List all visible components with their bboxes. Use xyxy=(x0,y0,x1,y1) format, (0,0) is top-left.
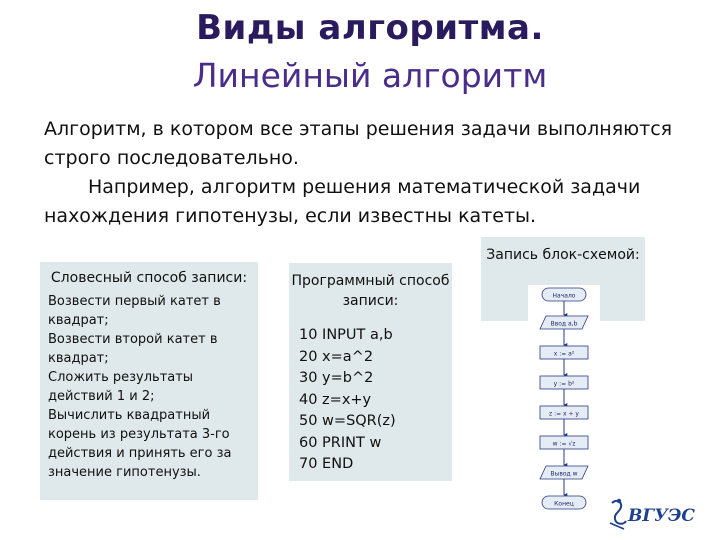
verbal-method-steps xyxy=(40,288,258,482)
blockscheme-header: Запись блок-схемой: xyxy=(486,247,640,263)
flow-block-label: y := b² xyxy=(553,380,575,388)
code-line: 20 x=a^2 xyxy=(299,348,374,365)
logo-emblem-icon xyxy=(610,499,626,529)
flow-block-label: Ввод a,b xyxy=(550,320,578,328)
verbal-step: Возвести первый катет в квадрат; xyxy=(48,294,221,328)
verbal-method-header: Словесный способ записи: xyxy=(50,270,248,286)
verbal-step: Вычислить квадратный корень из результата 3-го действия и принять его за значение гипотенузы. xyxy=(48,408,232,480)
program-method-header: Программный способ записи: xyxy=(291,273,450,309)
flow-block-label: z := x + y xyxy=(549,410,579,418)
flow-block-label: Вывод w xyxy=(550,470,578,478)
verbal-step: Возвести второй катет в квадрат; xyxy=(48,332,218,366)
slide-subtitle: Линейный алгоритм xyxy=(192,56,548,95)
program-method-box xyxy=(289,263,452,481)
intro-text xyxy=(44,115,684,231)
code-line: 30 y=b^2 xyxy=(299,370,374,386)
flowchart xyxy=(528,285,600,521)
code-line: 40 z=x+y xyxy=(299,391,372,408)
verbal-method-box xyxy=(40,262,258,500)
logo-text: ВГУЭС xyxy=(628,506,695,526)
intro-example: Например, алгоритм решения математической задачи нахождения гипотенузы, если известны катеты. xyxy=(44,176,641,227)
flow-block-label: w := √z xyxy=(552,440,576,448)
code-line: 50 w=SQR(z) xyxy=(299,413,396,429)
flow-block-label: Начало xyxy=(552,292,576,300)
code-line: 60 PRINT w xyxy=(299,434,382,451)
code-line: 70 END xyxy=(299,456,354,472)
code-line: 10 INPUT a,b xyxy=(299,327,393,343)
verbal-step: Сложить результаты действий 1 и 2; xyxy=(48,370,194,404)
slide-title: Виды алгоритма. xyxy=(196,8,544,48)
flow-block-label: x := a² xyxy=(553,350,575,358)
program-code xyxy=(299,325,452,476)
intro-definition: Алгоритм, в котором все этапы решения задачи выполняются строго последовательно. xyxy=(44,118,673,169)
university-logo xyxy=(606,495,706,535)
flow-block-label: Конец xyxy=(554,500,574,508)
